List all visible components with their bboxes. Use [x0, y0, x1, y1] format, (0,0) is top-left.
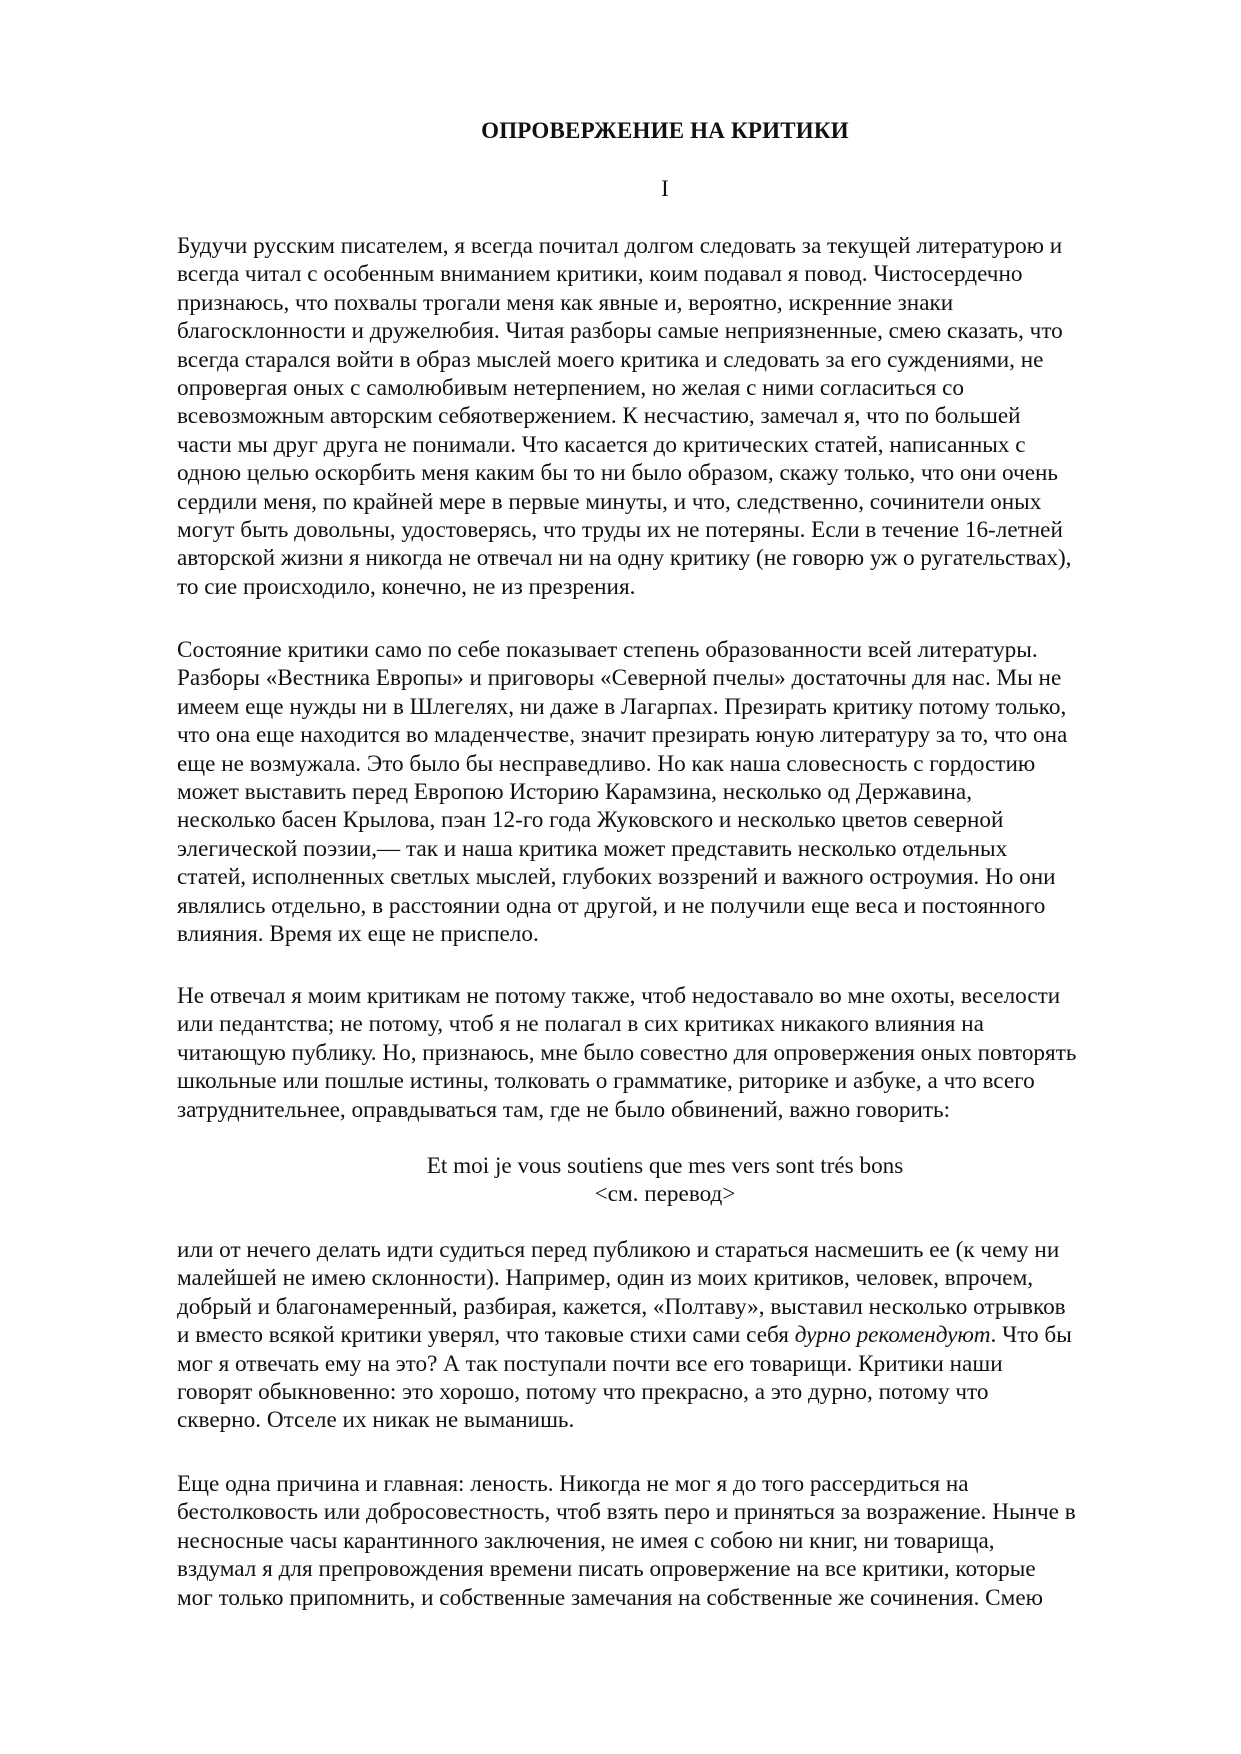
text-segment: и вместо всякой критики уверял, что таковые стихи сами себя [177, 1322, 795, 1349]
verse-quote [0, 1152, 1241, 1209]
text-line: или от нечего делать идти судиться перед публикою и стараться насмешить ее (к чему ни [177, 1237, 1060, 1263]
text-line: несносные часы карантинного заключения, не имея с собою ни книг, ни товарища, [177, 1527, 995, 1554]
text-line: Не отвечал я моим критикам не потому также, чтоб недоставало во мне охоты, веселости [177, 983, 1061, 1009]
text-line: Еще одна причина и главная: леность. Никогда не мог я до того рассердиться на [177, 1471, 969, 1497]
text-line: скверно. Отселе их никак не выманишь. [177, 1407, 575, 1434]
text-line: Состояние критики само по себе показывает степень образованности всей литературы. [177, 637, 1038, 663]
text-line: несколько басен Крылова, пэан 12-го года Жуковского и несколько цветов северной [177, 807, 1004, 834]
text-line: всегда старался войти в образ мыслей моего критика и следовать за его суждениями, не [177, 346, 1044, 373]
quote-line: Et moi je vous soutiens que mes vers sont trés bons [426, 1153, 904, 1179]
text-line: мог я отвечать ему на это? А так поступали почти все его товарищи. Критики наши [177, 1350, 1003, 1377]
text-line: благосклонности и дружелюбия. Читая разборы самые неприязненные, смею сказать, что [177, 318, 1063, 345]
paragraph-5 [177, 1470, 1157, 1612]
document-title: ОПРОВЕРЖЕНИЕ НА КРИТИКИ [481, 118, 849, 143]
text-line: еще не возмужала. Это было бы несправедливо. Но как наша словесность с гордостию [177, 750, 1036, 777]
text-line: затруднительнее, оправдываться там, где не было обвинений, важно говорить: [177, 1096, 951, 1123]
text-line: бестолковость или добросовестность, чтоб взять перо и приняться за возражение. Нынче в [177, 1499, 1076, 1526]
text-line: могут быть довольны, удостоверясь, что труды их не потеряны. Если в течение 16-летней [177, 516, 1063, 543]
translation-note: <см. перевод> [594, 1181, 736, 1208]
text-line: вздумал я для препровождения времени писать опровержение на все критики, которые [177, 1556, 1036, 1583]
text-line: что она еще находится во младенчестве, значит презирать юную литературу за то, что она [177, 722, 1068, 749]
text-line: школьные или пошлые истины, толковать о грамматике, риторике и азбуке, а что всего [177, 1068, 1035, 1095]
paragraph-2 [177, 636, 1157, 948]
text-line-with-emphasis [177, 1321, 1157, 1349]
paragraph-1 [177, 232, 1157, 601]
text-line: Разборы «Вестника Европы» и приговоры «Северной пчелы» достаточны для нас. Мы не [177, 665, 1062, 692]
text-line: авторской жизни я никогда не отвечал ни на одну критику (не говорю уж о ругательствах), [177, 545, 1072, 572]
text-line: опровергая оных с самолюбивым нетерпением, но желая с ними согласиться со [177, 374, 964, 401]
text-line: Будучи русским писателем, я всегда почитал долгом следовать за текущей литературою и [177, 233, 1063, 259]
text-line: всегда читал с особенным вниманием критики, коим подавал я повод. Чистосердечно [177, 261, 1023, 288]
emphasis-text: дурно рекомендуют [794, 1322, 991, 1349]
text-line: влияния. Время их еще не приспело. [177, 920, 539, 947]
text-line: элегической поэзии,— так и наша критика может представить несколько отдельных [177, 835, 1008, 862]
text-line: читающую публику. Но, признаюсь, мне было совестно для опровержения оных повторять [177, 1039, 1077, 1066]
section-number: I [661, 176, 669, 201]
paragraph-4 [177, 1236, 1157, 1435]
text-line: сердили меня, по крайней мере в первые минуты, и что, следственно, сочинители оных [177, 488, 1042, 515]
text-line: статей, исполненных светлых мыслей, глубоких воззрений и важного остроумия. Но они [177, 864, 1056, 891]
text-line: или педантства; не потому, чтоб я не полагал в сих критиках никакого влияния на [177, 1011, 984, 1038]
text-line: может выставить перед Европою Историю Карамзина, несколько од Державина, [177, 778, 973, 805]
text-line: являлись отдельно, в расстоянии одна от другой, и не получили еще веса и постоянного [177, 892, 1046, 919]
text-line: малейшей не имею склонности). Например, один из моих критиков, человек, впрочем, [177, 1265, 1034, 1292]
text-line: признаюсь, что похвалы трогали меня как явные и, вероятно, искренние знаки [177, 289, 954, 316]
paragraph-3 [177, 982, 1157, 1124]
text-line: то сие происходило, конечно, не из презрения. [177, 573, 636, 600]
text-line: говорят обыкновенно: это хорошо, потому что прекрасно, а это дурно, потому что [177, 1378, 989, 1405]
text-line: имеем еще нужды ни в Шлегелях, ни даже в Лагарпах. Презирать критику потому только, [177, 693, 1067, 720]
text-line: мог только припомнить, и собственные замечания на собственные же сочинения. Смею [177, 1584, 1043, 1611]
text-line: одною целью оскорбить меня каким бы то ни было образом, скажу только, что они очень [177, 460, 1058, 487]
text-line: добрый и благонамеренный, разбирая, кажется, «Полтаву», выставил несколько отрывков [177, 1293, 1066, 1320]
text-line: всевозможным авторским себяотвержением. К несчастию, замечал я, что по большей [177, 403, 1021, 430]
text-line: части мы друг друга не понимали. Что касается до критических статей, написанных с [177, 431, 1026, 458]
text-segment: . Что бы [990, 1322, 1072, 1349]
